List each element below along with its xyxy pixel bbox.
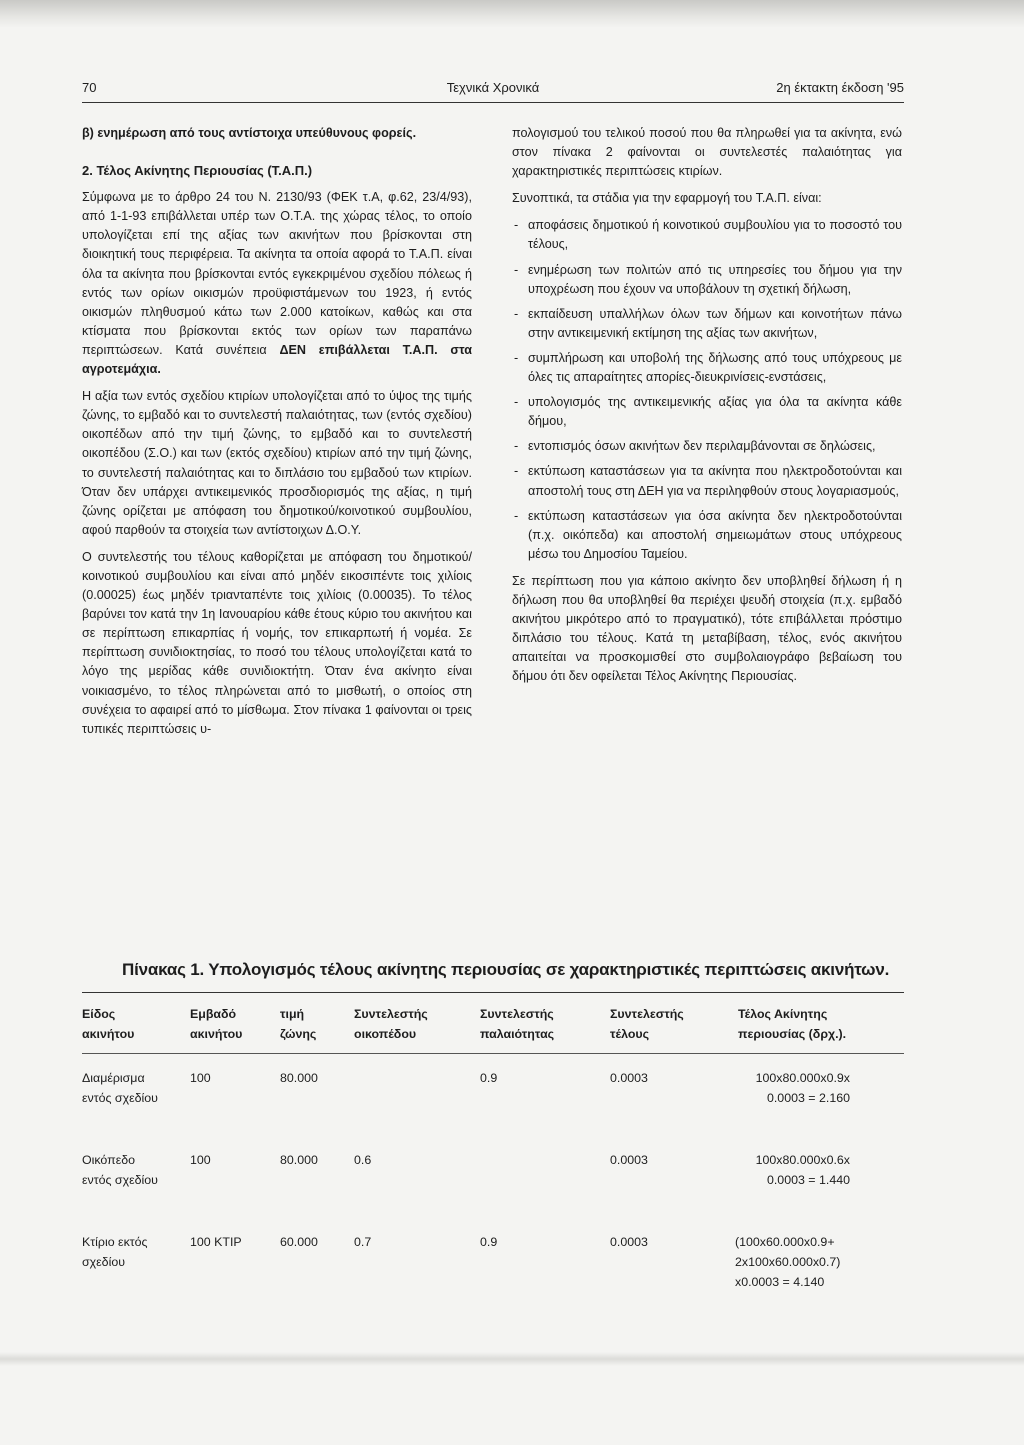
table-cell: 0.9 xyxy=(480,1071,498,1085)
table-cell: 80.000 xyxy=(280,1071,318,1085)
table-cell: 100x80.000x0.6x 0.0003 = 1.440 xyxy=(755,1153,850,1187)
publication-title: Τεχνικά Χρονικά xyxy=(446,80,540,95)
list-item: - συμπλήρωση και υποβολή της δήλωσης από τους υπόχρεους με όλες τις απαραίτητες απορίες-διευκρινίσεις-ενστάσεις, xyxy=(512,349,902,387)
table-cell: Διαμέρισμα εντός σχεδίου xyxy=(82,1071,158,1105)
table-header-cell: τιμή ζώνης xyxy=(280,1007,317,1041)
table-header-cell: Συντελεστής τέλους xyxy=(610,1007,684,1041)
table-top-rule xyxy=(82,992,904,993)
table-cell: 80.000 xyxy=(280,1153,318,1167)
paragraph: Ο συντελεστής του τέλους καθορίζεται με απόφαση του δημοτικού/κοινοτικού συμβουλίου και είναι από μηδέν εικοσιπέντε τοις χιλίοις (0.00025) έως μηδέν τριανταπέντε τοις χιλίοις (0.00035). Το τέλος βαρύνει τον κατά την 1η Ιανουαρίου κάθε έτους κύριο του ακινήτου και σε περίπτωση επικαρπίας ή νομής, τον επικαρπωτή ή νομέα. Σε περίπτωση συνιδιοκτησίας, το ποσό του τέλους υπολογίζεται κατά το λόγο της μερίδας κάθε συνιδιοκτήτη. Όταν ένα ακίνητο είναι νοικιασμένο, το τέλος πληρώνεται από το μισθωτή, ο οποίος στη συνέχεια το αφαιρεί από το μίσθωμα. Στον πίνακα 1 φαίνονται οι τρεις τυπικές περιπτώσεις υ- xyxy=(82,549,472,736)
table-header-cell: Συντελεστής παλαιότητας xyxy=(480,1007,555,1041)
table-cell: 0.0003 xyxy=(610,1071,648,1085)
edition-label: 2η έκτακτη έκδοση '95 xyxy=(776,80,904,95)
table-header-rule xyxy=(82,1053,904,1054)
list-item: - εκτύπωση καταστάσεων για τα ακίνητα που ηλεκτροδοτούνται και αποστολή τους στη ΔΕΗ για να περιληφθούν στους λογαριασμούς, xyxy=(512,462,902,500)
page-number: 70 xyxy=(82,80,97,95)
scan-shadow-top xyxy=(0,0,1024,28)
table-cell: 100 xyxy=(190,1071,211,1085)
list-item: - υπολογισμός της αντικειμενικής αξίας για όλα τα ακίνητα κάθε δήμου, xyxy=(512,393,902,431)
table-title: Πίνακας 1. Υπολογισμός τέλους ακίνητης περιουσίας σε χαρακτηριστικές περιπτώσεις ακινήτων. xyxy=(122,960,890,979)
paragraph xyxy=(82,188,472,379)
list-item: - ενημέρωση των πολιτών από τις υπηρεσίες του δήμου για την υποχρέωση που έχουν να υποβάλουν τη σχετική δήλωση, xyxy=(512,261,902,299)
section-heading: 2. Τέλος Ακίνητης Περιουσίας (Τ.Α.Π.) xyxy=(82,163,313,179)
table-cell: 60.000 xyxy=(280,1235,318,1249)
table-cell: 0.0003 xyxy=(610,1235,648,1249)
table-cell: (100x60.000x0.9+ 2x100x60.000x0.7) x0.0003 = 4.140 xyxy=(735,1235,841,1289)
list-item: - εκτύπωση καταστάσεων για όσα ακίνητα δεν ηλεκτροδοτούνται (π.χ. οικόπεδα) και αποστολή σημειωμάτων στους υπόχρεους μέσω του Δημοσίου Ταμείου. xyxy=(512,507,902,564)
left-column xyxy=(82,124,472,747)
paragraph-text: Σύμφωνα με το άρθρο 24 του Ν. 2130/93 (ΦΕΚ τ.Α, φ.62, 23/4/93), από 1-1-93 επιβάλλεται υπέρ των Ο.Τ.Α. της χώρας τέλος, το οποίο υπολογίζεται επί της αξίας των ακινήτων που βρίσκονται στη διοικητική τους περιφέρεια. Τα ακίνητα τα οποία αφορά το Τ.Α.Π. είναι όλα τα ακίνητα που βρίσκονται εντός εγκεκριμένου σχεδίου πόλεως ή εντός των ορίων οικισμών προϋφιστάμενων του 1923, ή εντός οικισμών πληθυσμού κάτω των 2.000 κατοίκων, καθώς και στα κτίσματα που βρίσκονται εκτός των ορίων των παραπάνω περιπτώσεων. Κατά συνέπεια xyxy=(82,190,472,357)
table-cell: Κτίριο εκτός σχεδίου xyxy=(82,1235,148,1269)
table-cell: 100x80.000x0.9x 0.0003 = 2.160 xyxy=(755,1071,850,1105)
table-cell: 0.0003 xyxy=(610,1153,648,1167)
intro-paragraph: β) ενημέρωση από τους αντίστοιχα υπεύθυνους φορείς. xyxy=(82,126,417,140)
list-item: - εκπαίδευση υπαλλήλων όλων των δήμων και κοινοτήτων πάνω στην αντικειμενική εκτίμηση της αξίας των ακινήτων, xyxy=(512,305,902,343)
table-cell: 100 xyxy=(190,1153,211,1167)
table-cell: 0.9 xyxy=(480,1235,498,1249)
table-cell: Οικόπεδο εντός σχεδίου xyxy=(82,1153,158,1187)
table-header-cell: Εμβαδό ακινήτου xyxy=(190,1007,243,1041)
table-cell: 0.6 xyxy=(354,1153,372,1167)
table-header-cell: Συντελεστής οικοπέδου xyxy=(354,1007,428,1041)
paragraph: Η αξία των εντός σχεδίου κτιρίων υπολογίζεται από το ύψος της τιμής ζώνης, το εμβαδό και το συντελεστή παλαιότητας, των (εντός σχεδίου) οικοπέδων από την τιμή ζώνης, το εμβαδό και το συντελεστή οικοπέδου (Σ.Ο.) και των (εκτός σχεδίου) κτιρίων από την τιμή ζώνης, το συντελεστή παλαιότητας και το διπλάσιο του εμβαδού των κτιρίων. Όταν δεν υπάρχει αντικειμενικός προσδιορισμός της αξίας, η τιμή ζώνης ορίζεται με απόφαση του δημοτικού/κοινοτικού συμβουλίου, αφού παρθούν τα στοιχεία των αντίστοιχων Δ.Ο.Υ. xyxy=(82,389,472,537)
table-header-cell: Τέλος Ακίνητης περιουσίας (δρχ.). xyxy=(738,1007,847,1041)
page-header xyxy=(82,80,904,102)
scan-shadow-bottom xyxy=(0,1352,1024,1366)
header-rule xyxy=(82,102,904,103)
table-header-cell: Είδος ακινήτου xyxy=(82,1007,135,1041)
paragraph-emphasis: ΔΕΝ επιβάλλεται Τ.Α.Π. στα αγροτεμάχια. xyxy=(82,342,473,377)
paragraph: πολογισμού του τελικού ποσού που θα πληρωθεί για τα ακίνητα, ενώ στον πίνακα 2 φαίνονται οι συντελεστές παλαιότητας για χαρακτηριστικές περιπτώσεις κτιρίων. xyxy=(512,126,902,179)
table-cell: 100 ΚΤΙΡ xyxy=(190,1235,242,1249)
table-cell: 0.7 xyxy=(354,1235,372,1249)
right-column xyxy=(512,124,902,694)
steps-list xyxy=(512,216,902,564)
paragraph: Συνοπτικά, τα στάδια για την εφαρμογή του Τ.Α.Π. είναι: xyxy=(512,191,822,206)
list-item: - αποφάσεις δημοτικού ή κοινοτικού συμβουλίου για το ποσοστό του τέλους, xyxy=(512,216,902,254)
list-item: - εντοπισμός όσων ακινήτων δεν περιλαμβάνονται σε δηλώσεις, xyxy=(512,437,902,456)
paragraph: Σε περίπτωση που για κάποιο ακίνητο δεν υποβληθεί δήλωση ή η δήλωση που θα υποβληθεί θα περιέχει ψευδή στοιχεία (π.χ. εμβαδό ακινήτου μικρότερο από το πραγματικό), τότε επιβάλλεται πρόστιμο διπλάσιο του τέλους. Κατά τη μεταβίβαση, τέλος, ενός ακινήτου απαιτείται να προσκομισθεί στο συμβολαιογράφο βεβαίωση του δήμου ότι δεν οφείλεται Τέλος Ακίνητης Περιουσίας. xyxy=(512,573,902,684)
